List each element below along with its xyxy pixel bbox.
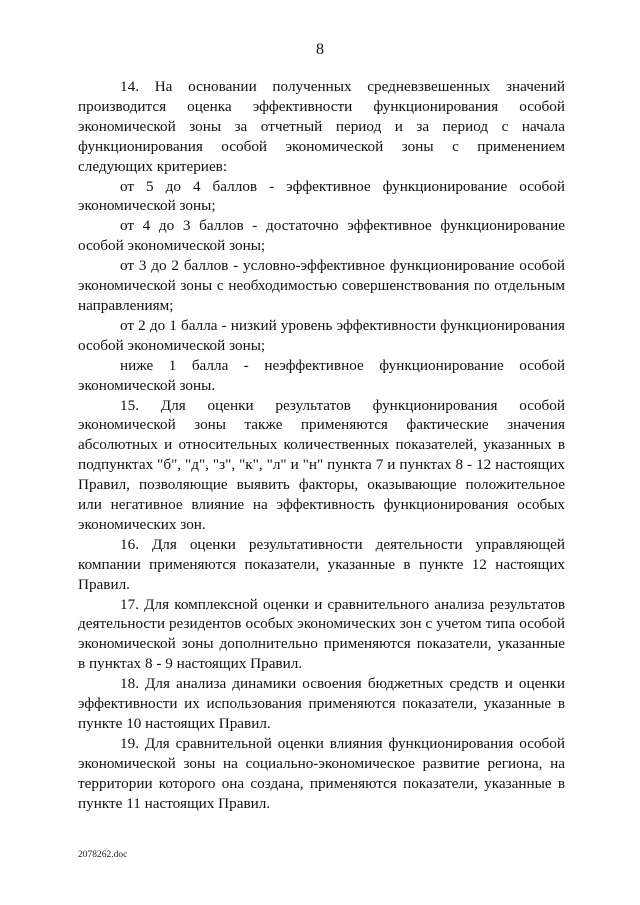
document-filename: 2078262.doc <box>78 850 128 860</box>
criterion-3-2: от 3 до 2 баллов - условно-эффективное функционирование особой экономической зоны с необходимостью совершенствования по отдельным направлениям; <box>78 257 565 314</box>
page-number: 8 <box>316 41 324 58</box>
paragraph-17: 17. Для комплексной оценки и сравнительного анализа результатов деятельности резидентов особых экономических зон с учетом типа особой экономической зоны дополнительно применяются показатели, указанные в пунктах 8 - 9 настоящих Правил. <box>78 595 565 673</box>
criterion-5-4: от 5 до 4 баллов - эффективное функционирование особой экономической зоны; <box>78 177 565 215</box>
paragraph-16: 16. Для оценки результативности деятельности управляющей компании применяются показатели, указанные в пункте 12 настоящих Правил. <box>78 535 565 593</box>
document-body <box>78 77 565 814</box>
paragraph-18: 18. Для анализа динамики освоения бюджетных средств и оценки эффективности их использования применяются показатели, указанные в пункте 10 настоящих Правил. <box>78 675 565 732</box>
criterion-2-1: от 2 до 1 балла - низкий уровень эффективности функционирования особой экономической зоны; <box>78 316 565 354</box>
paragraph-14: 14. На основании полученных средневзвешенных значений производится оценка эффективности функционирования особой экономической зоны за отчетный период и за период с начала функционирования особой экономической зоны с применением следующих критериев: <box>78 78 565 175</box>
criterion-4-3: от 4 до 3 баллов - достаточно эффективное функционирование особой экономической зоны; <box>78 217 565 255</box>
paragraph-15: 15. Для оценки результатов функционирования особой экономической зоны также применяются фактические значения абсолютных и относительных количественных показателей, указанных в подпунктах "б", "д", "з", "к", "л" и "н" пункта 7 и пунктах 8 - 12 настоящих Правил, позволяющие выявить факторы, оказывающие положительное или негативное влияние на эффективность функционирования особых экономических зон. <box>78 396 565 533</box>
criterion-below-1: ниже 1 балла - неэффективное функционирование особой экономической зоны. <box>78 356 565 394</box>
paragraph-19: 19. Для сравнительной оценки влияния функционирования особой экономической зоны на социально-экономическое развитие региона, на территории которого она создана, применяются показатели, указанные в пункте 11 настоящих Правил. <box>78 734 565 812</box>
